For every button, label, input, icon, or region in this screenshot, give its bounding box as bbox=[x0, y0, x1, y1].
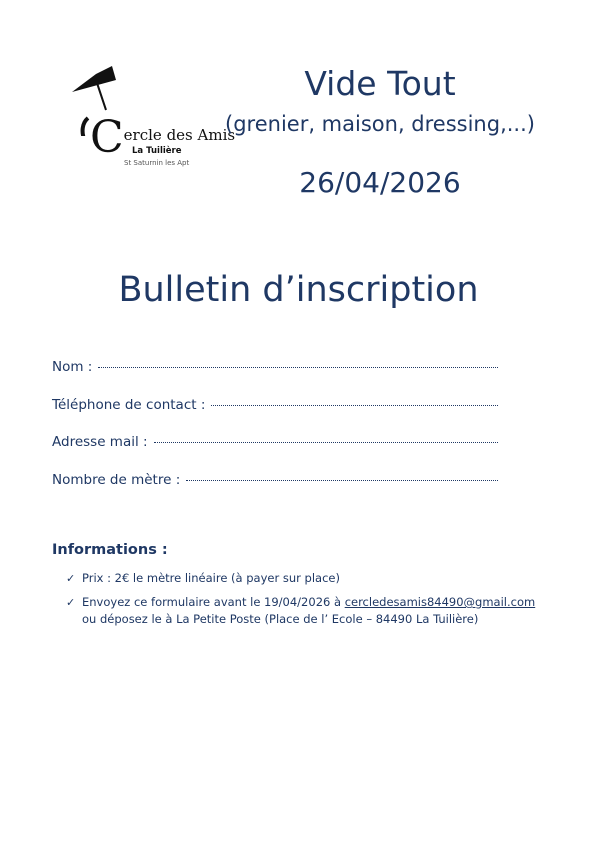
phone-label: Téléphone de contact : bbox=[52, 396, 206, 413]
form-heading: Bulletin d’inscription bbox=[118, 270, 479, 310]
info-section bbox=[52, 542, 552, 635]
email-label: Adresse mail : bbox=[52, 434, 148, 451]
info-item-price bbox=[52, 570, 552, 587]
email-field[interactable] bbox=[52, 434, 498, 472]
logo-place-line2: St Saturnin les Apt bbox=[124, 159, 190, 167]
info-title: Informations : bbox=[52, 542, 168, 558]
phone-fill-line[interactable] bbox=[211, 404, 498, 406]
info-item-send bbox=[52, 594, 552, 628]
name-fill-line[interactable] bbox=[98, 366, 498, 368]
meters-fill-line[interactable] bbox=[186, 479, 498, 481]
meters-label: Nombre de mètre : bbox=[52, 471, 181, 488]
check-icon: ✓ bbox=[66, 596, 76, 609]
drop-off-text: ou déposez le à La Petite Poste (Place de l’ Ecole – 84490 La Tuilière) bbox=[82, 612, 479, 626]
email-fill-line[interactable] bbox=[154, 441, 498, 443]
logo-brand: Cercle des Amis bbox=[90, 112, 236, 163]
event-date: 26/04/2026 bbox=[299, 166, 461, 199]
check-icon: ✓ bbox=[66, 572, 76, 585]
price-text: Prix : 2€ le mètre linéaire (à payer sur place) bbox=[82, 571, 340, 585]
meters-field[interactable] bbox=[52, 472, 498, 510]
send-text: Envoyez ce formulaire avant le 19/04/2026 à bbox=[82, 595, 342, 609]
email-link[interactable]: cercledesamis84490@gmail.com bbox=[344, 595, 536, 609]
logo-place-line1: La Tuilière bbox=[132, 146, 182, 156]
event-title: Vide Tout bbox=[304, 64, 456, 103]
name-label: Nom : bbox=[52, 359, 93, 375]
logo bbox=[66, 66, 236, 176]
phone-field[interactable] bbox=[52, 397, 498, 435]
name-field[interactable] bbox=[52, 359, 498, 397]
registration-form bbox=[52, 359, 498, 509]
event-subtitle: (grenier, maison, dressing,...) bbox=[225, 112, 535, 136]
